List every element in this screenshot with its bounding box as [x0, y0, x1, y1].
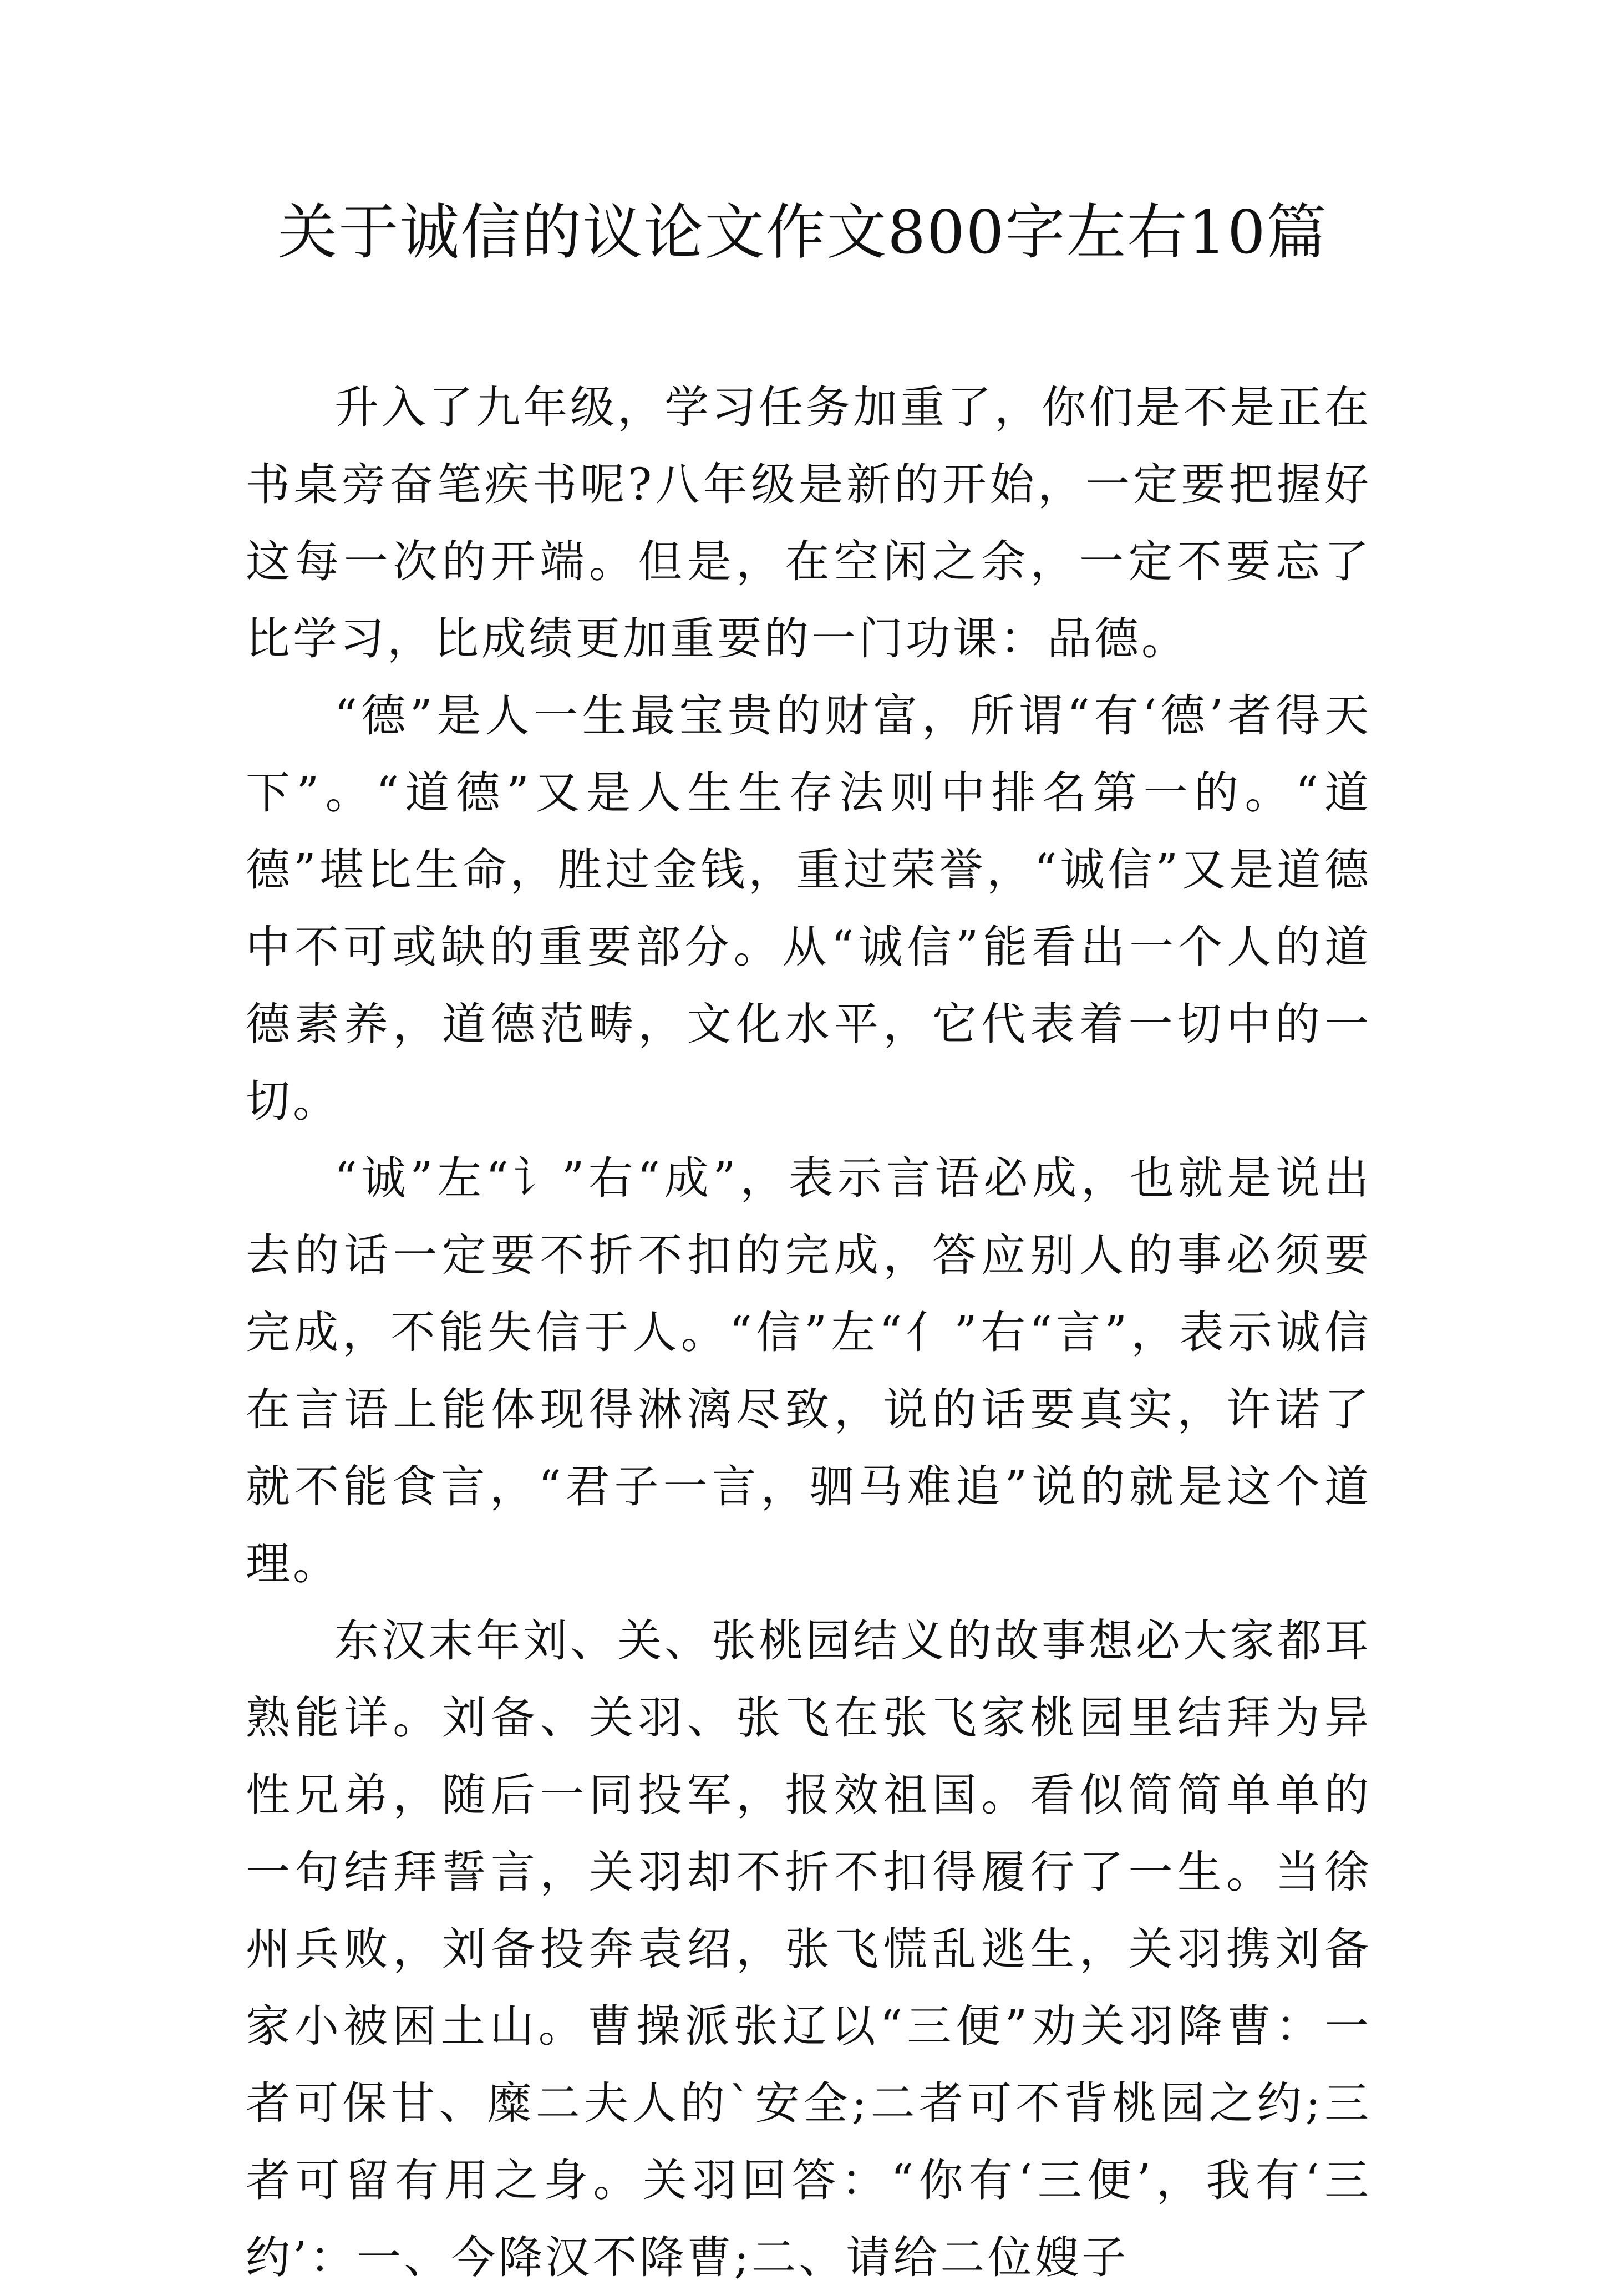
paragraph: “诚”左“讠”右“成”，表示言语必成，也就是说出去的话一定要不折不扣的完成，答应别人的事必须要完成，不能失信于人。“信”左“亻”右“言”，表示诚信在言语上能体现得淋漓尽致，说的话要真实，许诺了就不能食言，“君子一言，驷马难追”说的就是这个道理。 [246, 1152, 1372, 1589]
document-body [246, 369, 1372, 2296]
document-title: 关于诚信的议论文作文800字左右10篇 [277, 198, 1328, 267]
paragraph: 升入了九年级，学习任务加重了，你们是不是正在书桌旁奋笔疾书呢?八年级是新的开始，一定要把握好这每一次的开端。但是，在空闲之余，一定不要忘了比学习，比成绩更加重要的一门功课：品德。 [246, 382, 1372, 664]
paragraph: 东汉末年刘、关、张桃园结义的故事想必大家都耳熟能详。刘备、关羽、张飞在张飞家桃园里结拜为异性兄弟，随后一同投军，报效祖国。看似简简单单的一句结拜誓言，关羽却不折不扣得履行了一生。当徐州兵败，刘备投奔袁绍，张飞慌乱逃生，关羽携刘备家小被困土山。曹操派张辽以“三便”劝关羽降曹：一者可保甘、糜二夫人的`安全;二者可不背桃园之约;三者可留有用之身。关羽回答：“你有‘三便’，我有‘三约’：一、今降汉不降曹;二、请给二位嫂子 [246, 1615, 1372, 2283]
paragraph: “德”是人一生最宝贵的财富，所谓“有‘德’者得天下”。“道德”又是人生生存法则中排名第一的。“道德”堪比生命，胜过金钱，重过荣誉，“诚信”又是道德中不可或缺的重要部分。从“诚信”能看出一个人的道德素养，道德范畴，文化水平，它代表着一切中的一切。 [246, 690, 1372, 1127]
